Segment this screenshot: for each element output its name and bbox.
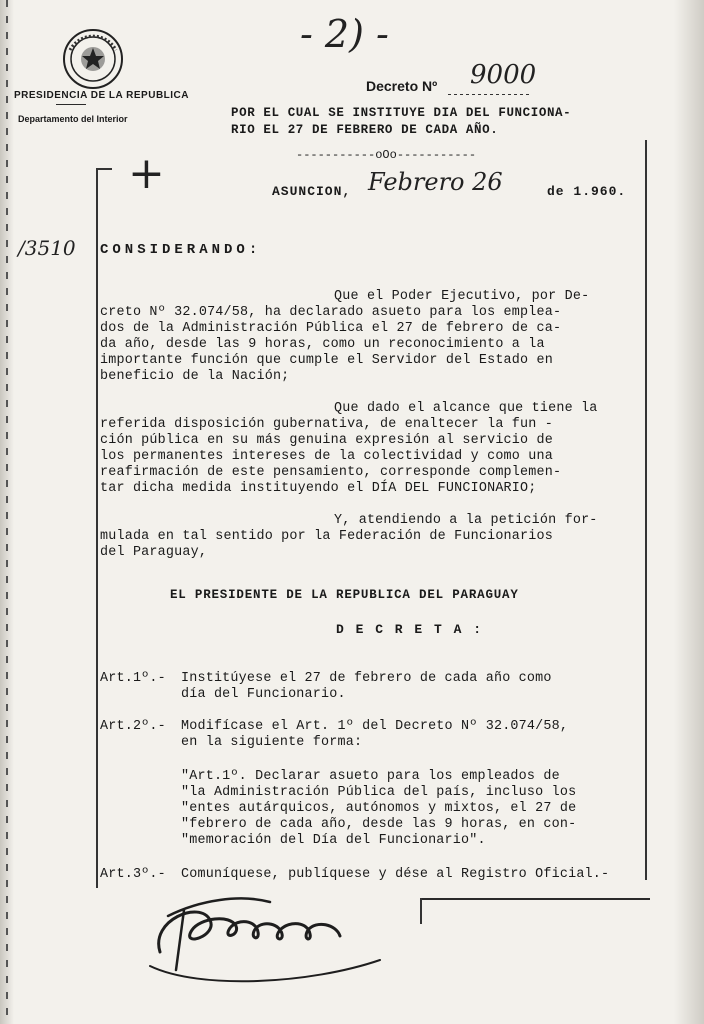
- quote-line-4: "febrero de cada año, desde las 9 horas, en con-: [181, 817, 577, 832]
- quote-line-5: "memoración del Día del Funcionario".: [181, 833, 486, 848]
- considerando-p1-line-3: dos de la Administración Pública el 27 de febrero de ca-: [100, 321, 562, 336]
- quote-line-2: "la Administración Pública del país, incluso los: [181, 785, 577, 800]
- office-line-2: Departamento del Interior: [18, 114, 128, 124]
- margin-cross-mark: +: [128, 148, 165, 199]
- considerando-p1-line-4: da año, desde las 9 horas, como un reconocimiento a la: [100, 337, 545, 352]
- considerando-heading: CONSIDERANDO:: [100, 242, 262, 258]
- margin-rule-right: [645, 140, 647, 880]
- article-1-line-1: Institúyese el 27 de febrero de cada año como: [181, 671, 552, 686]
- margin-reference-number: /3510: [18, 236, 76, 260]
- scan-shadow-right: [674, 0, 704, 1024]
- date-place: ASUNCION,: [272, 184, 352, 199]
- considerando-p1-line-6: beneficio de la Nación;: [100, 369, 290, 384]
- quote-line-1: "Art.1º. Declarar asueto para los empleados de: [181, 769, 560, 784]
- considerando-p2-line-2: referida disposición gubernativa, de enaltecer la fun -: [100, 417, 553, 432]
- office-underline: [56, 104, 86, 105]
- date-year: de 1.960.: [547, 184, 627, 199]
- national-seal-icon: [62, 28, 124, 90]
- considerando-p1-line-1: Que el Poder Ejecutivo, por De-: [334, 289, 590, 304]
- considerando-p1-line-2: creto Nº 32.074/58, ha declarado asueto para los emplea-: [100, 305, 562, 320]
- handwritten-date: Febrero 26: [368, 168, 503, 196]
- decree-label: Decreto Nº: [366, 78, 438, 94]
- considerando-p2-line-3: ción pública en su más genuina expresión al servicio de: [100, 433, 553, 448]
- quote-line-3: "entes autárquicos, autónomos y mixtos, el 27 de: [181, 801, 577, 816]
- left-dotted-margin: [6, 0, 8, 1024]
- decree-number: 9000: [470, 60, 537, 90]
- considerando-p3-line-2: mulada en tal sentido por la Federación de Funcionarios: [100, 529, 553, 544]
- considerando-p2-line-5: reafirmación de este pensamiento, corresponde complemen-: [100, 465, 562, 480]
- article-2-line-2: en la siguiente forma:: [181, 735, 363, 750]
- margin-rule-top: [96, 168, 112, 170]
- office-line-1: PRESIDENCIA DE LA REPUBLICA: [14, 90, 189, 101]
- considerando-p3-line-3: del Paraguay,: [100, 545, 208, 560]
- signature-rule-tick: [420, 898, 422, 924]
- considerando-p1-line-5: importante función que cumple el Servidor del Estado en: [100, 353, 553, 368]
- signature-image: [140, 880, 400, 990]
- decree-title-line-1: POR EL CUAL SE INSTITUYE DIA DEL FUNCIONA-: [231, 106, 572, 120]
- considerando-p2-line-4: los permanentes intereses de la colectividad y como una: [100, 449, 553, 464]
- considerando-p3-line-1: Y, atendiendo a la petición for-: [334, 513, 598, 528]
- president-line: EL PRESIDENTE DE LA REPUBLICA DEL PARAGUAY: [170, 588, 519, 602]
- page-mark: - 2) -: [300, 12, 389, 56]
- article-2-line-1: Modifícase el Art. 1º del Decreto Nº 32.074/58,: [181, 719, 569, 734]
- margin-rule-left: [96, 168, 98, 888]
- considerando-p2-line-6: tar dicha medida instituyendo el DÍA DEL FUNCIONARIO;: [100, 481, 537, 496]
- decree-number-underline: [448, 94, 532, 95]
- article-1-label: Art.1º.-: [100, 671, 166, 686]
- signature-rule: [420, 898, 650, 900]
- article-2-label: Art.2º.-: [100, 719, 166, 734]
- article-3-label: Art.3º.-: [100, 867, 166, 882]
- header-divider: -----------oOo-----------: [296, 148, 477, 162]
- article-1-line-2: día del Funcionario.: [181, 687, 346, 702]
- article-3-text: Comuníquese, publíquese y dése al Registro Oficial.-: [181, 867, 610, 882]
- considerando-p2-line-1: Que dado el alcance que tiene la: [334, 401, 598, 416]
- decree-title-line-2: RIO EL 27 DE FEBRERO DE CADA AÑO.: [231, 123, 499, 137]
- decreta-heading: D E C R E T A :: [336, 622, 484, 637]
